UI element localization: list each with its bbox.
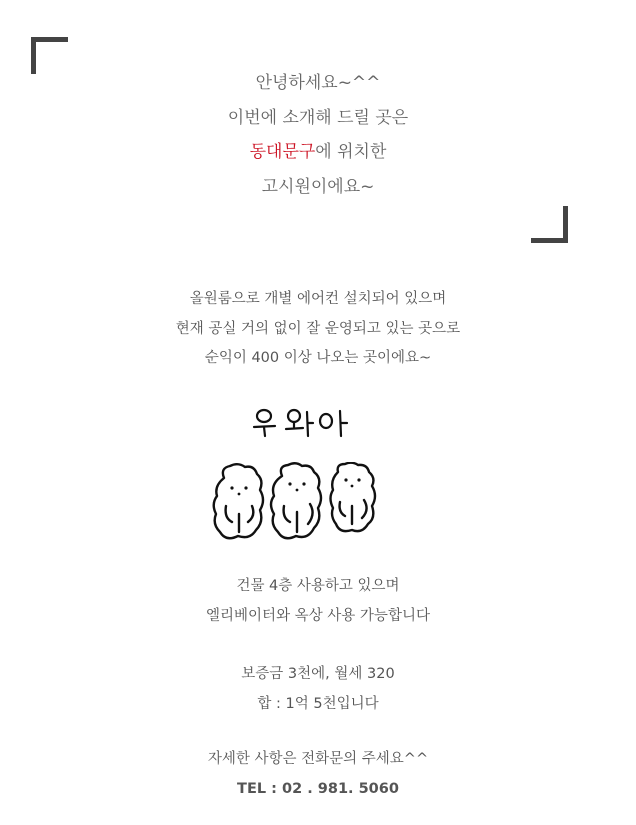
contact-paragraph: [0, 745, 636, 804]
location-highlight: 동대문구: [249, 142, 316, 162]
corner-bracket-bottom-right: [531, 206, 568, 243]
phone-number[interactable]: TEL : 02 . 981. 5060: [237, 780, 399, 797]
intro-line-2: 이번에 소개해 드릴 곳은: [227, 107, 409, 128]
intro-line-1: 안녕하세요~^^: [255, 73, 381, 93]
price-line-2: 합 : 1억 5천입니다: [257, 695, 379, 712]
sticker-handwritten-text: [0, 404, 636, 444]
price-line-1: 보증금 3천에, 월세 320: [241, 666, 395, 682]
description-line-3: 순익이 400 이상 나오는 곳이에요~: [204, 350, 432, 366]
intro-line-3-rest: 에 위치한: [315, 142, 387, 162]
price-paragraph: [0, 660, 636, 719]
building-info-paragraph: [0, 572, 636, 631]
building-info-line-1: 건물 4층 사용하고 있으며: [236, 578, 400, 594]
intro-text: [0, 66, 636, 204]
bear-stickers-illustration: [212, 462, 382, 544]
description-paragraph: [0, 285, 636, 374]
building-info-line-2: 엘리베이터와 옥상 사용 가능합니다: [206, 607, 430, 624]
description-line-1: 올원룸으로 개별 에어컨 설치되어 있으며: [189, 291, 447, 307]
contact-line: 자세한 사항은 전화문의 주세요^^: [207, 751, 429, 767]
description-line-2: 현재 공실 거의 없이 잘 운영되고 있는 곳으로: [175, 320, 461, 337]
intro-line-3: [0, 135, 636, 170]
intro-line-4: 고시원이에요~: [261, 176, 375, 197]
